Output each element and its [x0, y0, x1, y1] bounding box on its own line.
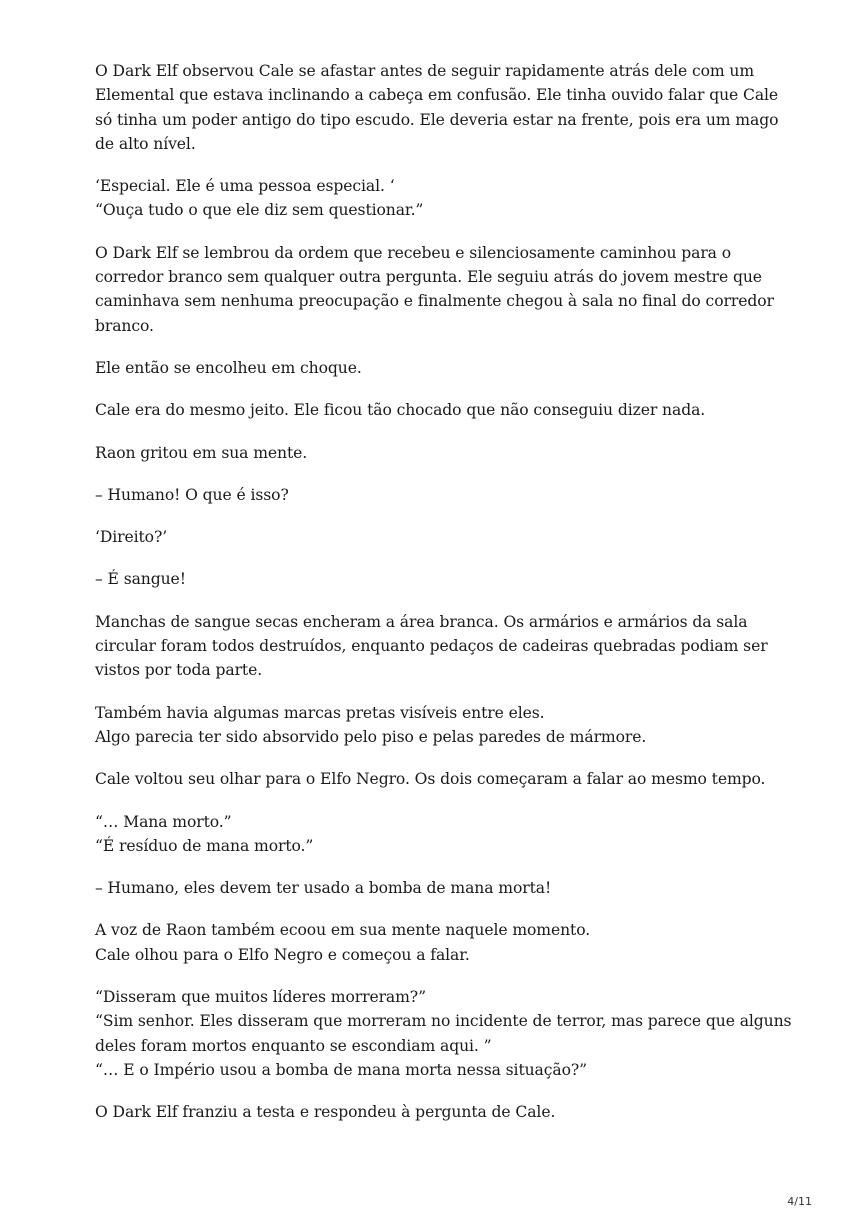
- document-body: [95, 59, 795, 1143]
- paragraph: – Humano, eles devem ter usado a bomba de mana morta!: [95, 879, 552, 898]
- paragraph: Raon gritou em sua mente.: [95, 443, 308, 462]
- paragraph: – Humano! O que é isso?: [95, 485, 289, 504]
- paragraph: O Dark Elf observou Cale se afastar antes de seguir rapidamente atrás dele com um Elemental que estava inclinando a cabeça em confusão. Ele tinha ouvido falar que Cale só tinha um poder antigo do tipo escudo. Ele deveria estar na frente, pois era um mago de alto nível.: [95, 62, 779, 153]
- paragraph: Ele então se encolheu em choque.: [95, 358, 362, 377]
- paragraph: Cale era do mesmo jeito. Ele ficou tão chocado que não conseguiu dizer nada.: [95, 401, 706, 420]
- paragraph: A voz de Raon também ecoou em sua mente naquele momento. Cale olhou para o Elfo Negro e começou a falar.: [95, 921, 591, 964]
- paragraph: ‘Direito?’: [95, 528, 168, 547]
- paragraph: O Dark Elf franziu a testa e respondeu à pergunta de Cale.: [95, 1103, 556, 1122]
- paragraph: Também havia algumas marcas pretas visíveis entre eles. Algo parecia ter sido absorvido pelo piso e pelas paredes de mármore.: [95, 703, 647, 746]
- paragraph: “Disseram que muitos líderes morreram?” “Sim senhor. Eles disseram que morreram no incidente de terror, mas parece que alguns deles foram mortos enquanto se escondiam aqui. ” “… E o Império usou a bomba de mana morta nessa situação?”: [95, 988, 792, 1079]
- page-number: 4/11: [787, 1195, 812, 1208]
- paragraph: ‘Especial. Ele é uma pessoa especial. ‘ “Ouça tudo o que ele diz sem questionar.”: [95, 177, 424, 220]
- paragraph: Manchas de sangue secas encheram a área branca. Os armários e armários da sala circular foram todos destruídos, enquanto pedaços de cadeiras quebradas podiam ser vistos por toda parte.: [95, 612, 768, 680]
- paragraph: Cale voltou seu olhar para o Elfo Negro. Os dois começaram a falar ao mesmo tempo.: [95, 770, 766, 789]
- paragraph: “… Mana morto.” “É resíduo de mana morto.”: [95, 812, 314, 855]
- paragraph: – É sangue!: [95, 570, 186, 589]
- paragraph: O Dark Elf se lembrou da ordem que recebeu e silenciosamente caminhou para o corredor branco sem qualquer outra pergunta. Ele seguiu atrás do jovem mestre que caminhava sem nenhuma preocupação e finalmente chegou à sala no final do corredor branco.: [95, 243, 774, 335]
